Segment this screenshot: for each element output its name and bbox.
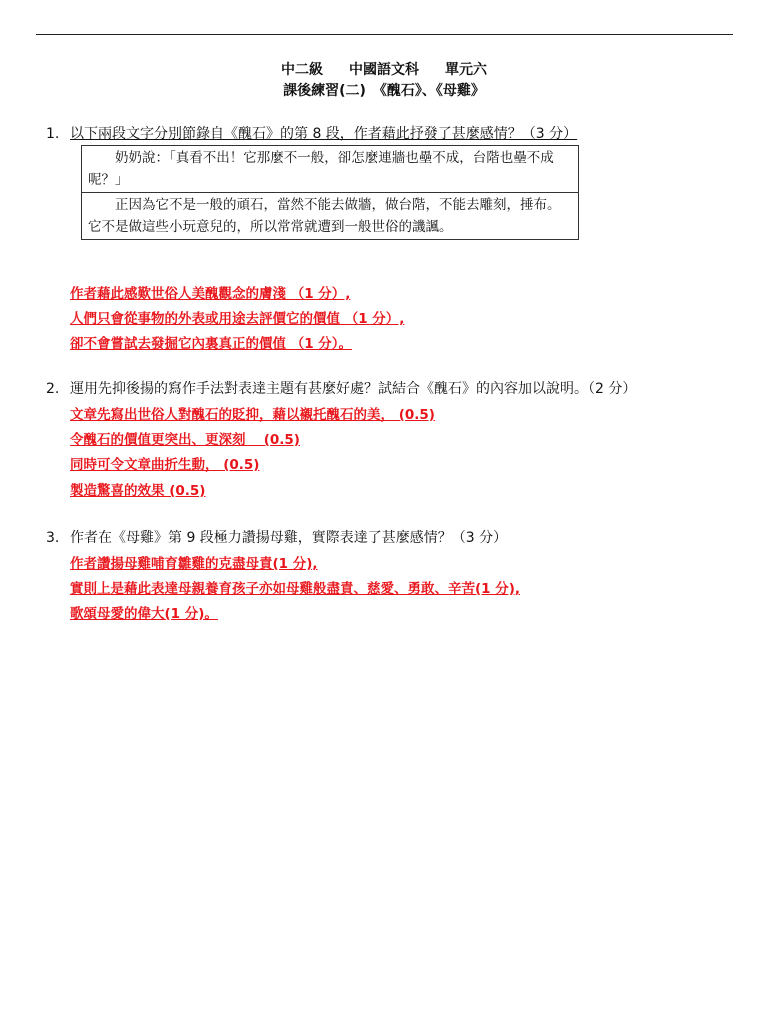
answer-line: 製造驚喜的效果 (0.5) bbox=[70, 483, 206, 499]
question-text: 運用先抑後揚的寫作手法對表達主題有甚麼好處？試結合《醜石》的內容加以說明。（2 分） bbox=[70, 381, 637, 397]
quote-excerpt-1: 奶奶說：「真看不出！它那麼不一般，卻怎麼連牆也壘不成，台階也壘不成呢？」 bbox=[88, 150, 554, 188]
grade-label: 中二級 bbox=[281, 62, 323, 78]
answer-line: 文章先寫出世俗人對醜石的貶抑，藉以襯托醜石的美， (0.5) bbox=[70, 407, 435, 423]
answer-line: 卻不會嘗試去發掘它內裏真正的價值 （1 分）。 bbox=[70, 336, 353, 352]
worksheet-title bbox=[0, 61, 768, 79]
question-text: 作者在《母雞》第 9 段極力讚揚母雞，實際表達了甚麼感情？（3 分） bbox=[70, 530, 508, 546]
answer-line: 作者讚揚母雞哺育雛雞的克盡母責(1 分), bbox=[70, 556, 318, 572]
unit-label: 單元六 bbox=[445, 62, 487, 78]
quote-excerpt-2: 正因為它不是一般的頑石，當然不能去做牆，做台階，不能去雕刻，捶布。它不是做這些小玩意兒的，所以常常就遭到一般世俗的譏諷。 bbox=[82, 192, 578, 239]
answer-line: 實則上是藉此表達母親養育孩子亦如母雞般盡責、慈愛、勇敢、辛苦(1 分), bbox=[70, 581, 521, 597]
question-number: 1. bbox=[46, 126, 60, 142]
answer-line: 人們只會從事物的外表或用途去評價它的價值 （1 分）, bbox=[70, 311, 405, 327]
header-rule bbox=[36, 34, 733, 35]
question-1 bbox=[46, 125, 577, 143]
question-number: 3. bbox=[46, 530, 60, 546]
question-text: 以下兩段文字分別節錄自《醜石》的第 8 段，作者藉此抒發了甚麼感情？（3 分） bbox=[70, 126, 578, 142]
answer-line: 同時可令文章曲折生動， (0.5) bbox=[70, 457, 260, 473]
question-number: 2. bbox=[46, 381, 60, 397]
quote-table bbox=[81, 145, 579, 240]
answer-line: 作者藉此感歎世俗人美醜觀念的膚淺 （1 分）, bbox=[70, 286, 351, 302]
question-3 bbox=[46, 529, 507, 547]
worksheet-subtitle: 課後練習(二) 《醜石》、《母雞》 bbox=[283, 83, 485, 99]
question-2 bbox=[46, 380, 636, 398]
subject-label: 中國語文科 bbox=[349, 62, 419, 78]
answer-line: 令醜石的價值更突出、更深刻 (0.5) bbox=[70, 432, 300, 448]
answer-line: 歌頌母愛的偉大(1 分)。 bbox=[70, 606, 218, 622]
